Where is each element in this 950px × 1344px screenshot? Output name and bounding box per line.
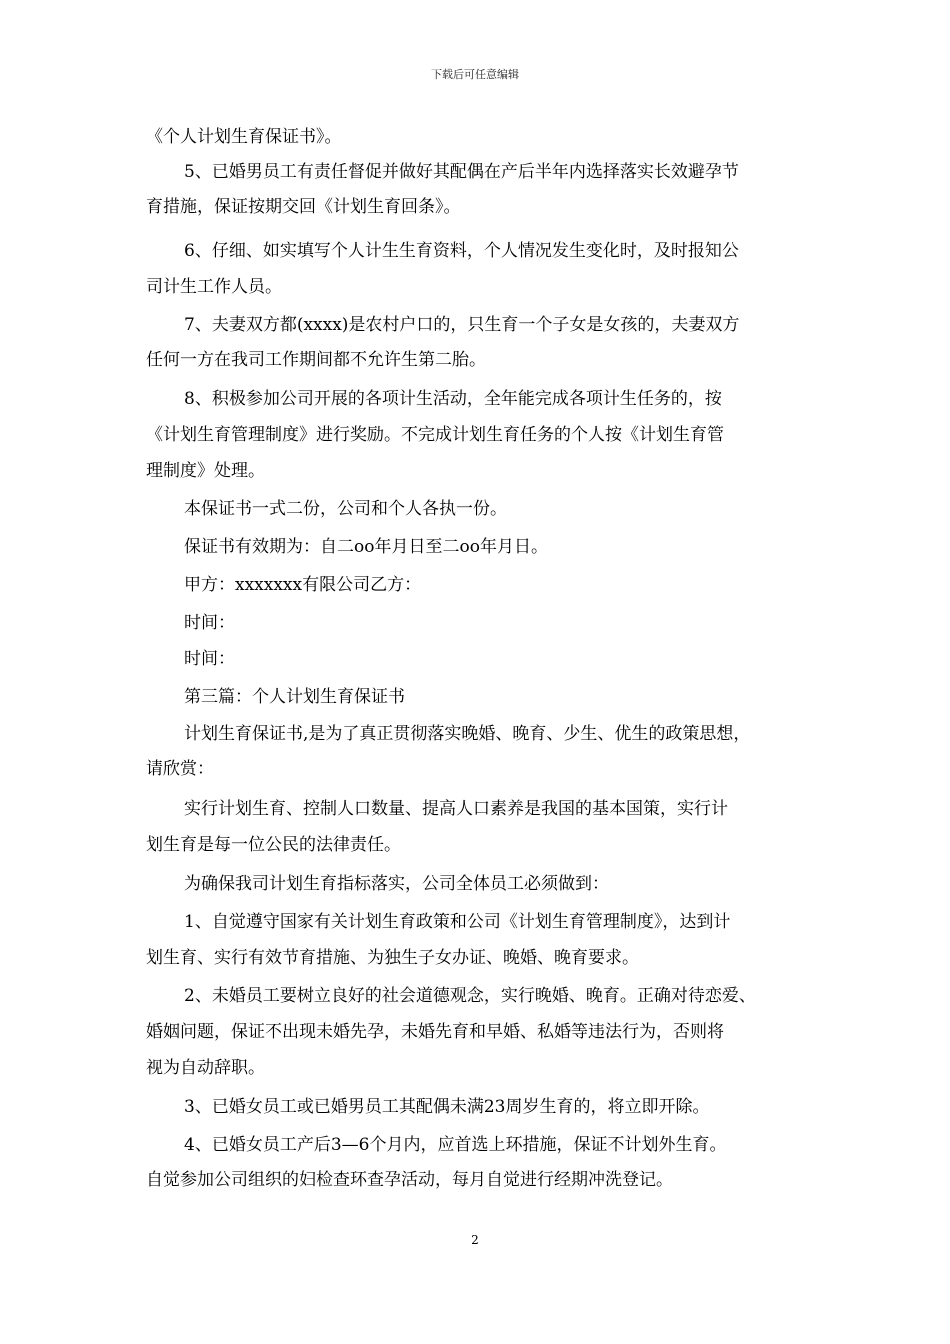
text-line: 本保证书一式二份，公司和个人各执一份。 (184, 499, 507, 519)
text-line: 划生育是每一位公民的法律责任。 (146, 835, 401, 855)
text-line: 《计划生育管理制度》进行奖励。不完成计划生育任务的个人按《计划生育管 (146, 425, 724, 445)
text-line: 自觉参加公司组织的妇检查环查孕活动，每月自觉进行经期冲洗登记。 (146, 1170, 673, 1190)
text-line: 6、仔细、如实填写个人计生生育资料，个人情况发生变化时，及时报知公 (184, 241, 739, 261)
text-line: 5、已婚男员工有责任督促并做好其配偶在产后半年内选择落实长效避孕节 (184, 162, 739, 182)
page-number: 2 (471, 1233, 479, 1247)
text-line: 保证书有效期为：自二oo年月日至二oo年月日。 (184, 537, 548, 557)
text-line: 视为自动辞职。 (146, 1058, 265, 1078)
text-line: 《个人计划生育保证书》。 (146, 127, 342, 147)
text-line: 计划生育保证书,是为了真正贯彻落实晚婚、晚育、少生、优生的政策思想， (184, 724, 751, 744)
text-line: 1、自觉遵守国家有关计划生育政策和公司《计划生育管理制度》，达到计 (184, 912, 731, 932)
text-line: 7、夫妻双方都(xxxx)是农村户口的，只生育一个子女是女孩的，夫妻双方 (184, 315, 740, 335)
text-line: 育措施，保证按期交回《计划生育回条》。 (146, 197, 461, 217)
text-line: 理制度》处理。 (146, 461, 265, 481)
text-line: 时间： (184, 649, 235, 669)
text-line: 8、积极参加公司开展的各项计生活动，全年能完成各项计生任务的，按 (184, 389, 722, 409)
text-line: 4、已婚女员工产后3—6个月内，应首选上环措施，保证不计划外生育。 (184, 1135, 727, 1155)
text-line: 时间： (184, 613, 235, 633)
text-line: 2、未婚员工要树立良好的社会道德观念，实行晚婚、晚育。正确对待恋爱、 (184, 986, 756, 1006)
text-line: 婚姻问题，保证不出现未婚先孕，未婚先育和早婚、私婚等违法行为，否则将 (146, 1022, 724, 1042)
page-header: 下载后可任意编辑 (431, 68, 519, 81)
text-line: 请欣赏： (146, 759, 214, 779)
text-line: 为确保我司计划生育指标落实，公司全体员工必须做到： (184, 874, 609, 894)
text-line: 实行计划生育、控制人口数量、提高人口素养是我国的基本国策，实行计 (184, 799, 728, 819)
text-line: 3、已婚女员工或已婚男员工其配偶未满23周岁生育的，将立即开除。 (184, 1097, 710, 1117)
text-line: 划生育、实行有效节育措施、为独生子女办证、晚婚、晚育要求。 (146, 948, 639, 968)
section-heading: 第三篇：个人计划生育保证书 (184, 687, 405, 707)
text-line: 司计生工作人员。 (146, 277, 282, 297)
text-line: 任何一方在我司工作期间都不允许生第二胎。 (146, 350, 486, 370)
text-line: 甲方：xxxxxxx有限公司乙方： (184, 575, 422, 595)
